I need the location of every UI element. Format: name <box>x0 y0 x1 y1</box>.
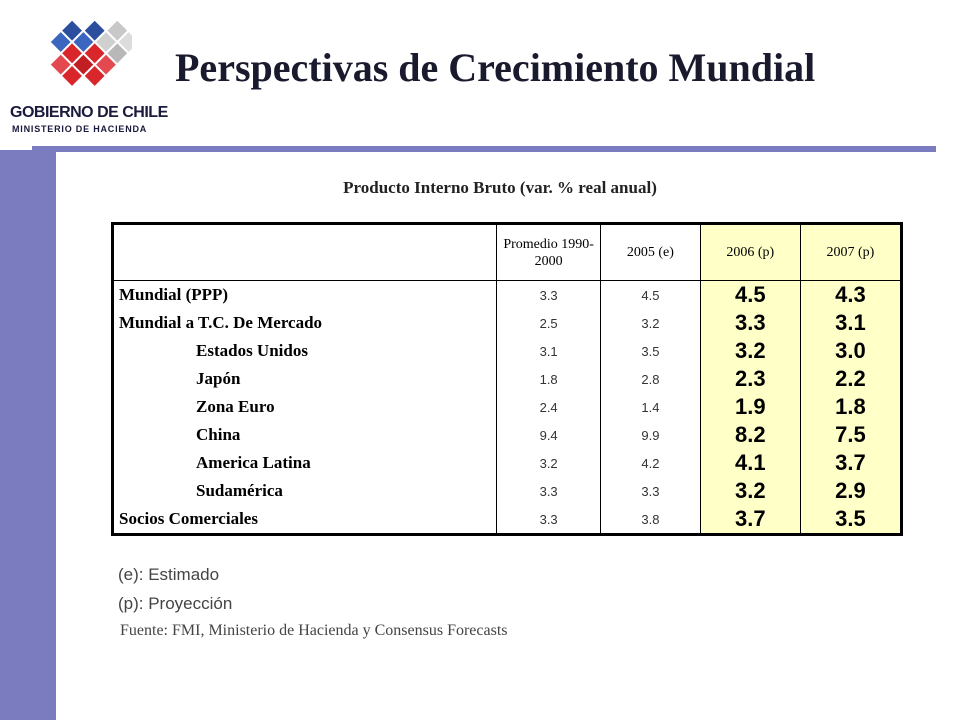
cell-avg: 1.8 <box>497 365 601 393</box>
row-label: Mundial a T.C. De Mercado <box>113 309 497 337</box>
cell-avg: 3.3 <box>497 281 601 310</box>
cell-2007: 4.3 <box>800 281 901 310</box>
gobierno-chile-logo-icon <box>22 6 132 102</box>
cell-2006: 4.1 <box>700 449 800 477</box>
row-label: Japón <box>113 365 497 393</box>
cell-2005: 4.2 <box>601 449 701 477</box>
header-2006: 2006 (p) <box>700 224 800 281</box>
note-estimated: (e): Estimado <box>118 565 220 584</box>
table-subtitle: Producto Interno Bruto (var. % real anual) <box>343 178 657 197</box>
logo-name: GOBIERNO DE CHILE <box>10 104 168 121</box>
source-note: Fuente: FMI, Ministerio de Hacienda y Consensus Forecasts <box>120 622 508 639</box>
cell-2005: 9.9 <box>601 421 701 449</box>
cell-avg: 3.3 <box>497 505 601 535</box>
row-label: Sudamérica <box>113 477 497 505</box>
cell-avg: 9.4 <box>497 421 601 449</box>
cell-2006: 3.3 <box>700 309 800 337</box>
cell-avg: 2.4 <box>497 393 601 421</box>
row-label: Estados Unidos <box>113 337 497 365</box>
header-2005: 2005 (e) <box>601 224 701 281</box>
cell-2006: 3.7 <box>700 505 800 535</box>
table-row <box>113 365 902 393</box>
logo <box>0 0 175 150</box>
cell-2006: 3.2 <box>700 337 800 365</box>
notes <box>118 560 232 618</box>
cell-2006: 1.9 <box>700 393 800 421</box>
cell-2007: 3.7 <box>800 449 901 477</box>
cell-2007: 1.8 <box>800 393 901 421</box>
cell-2007: 7.5 <box>800 421 901 449</box>
cell-2005: 3.2 <box>601 309 701 337</box>
cell-avg: 3.3 <box>497 477 601 505</box>
cell-2006: 2.3 <box>700 365 800 393</box>
table-row <box>113 449 902 477</box>
table-row <box>113 281 902 310</box>
cell-2005: 4.5 <box>601 281 701 310</box>
cell-2006: 8.2 <box>700 421 800 449</box>
cell-avg: 3.2 <box>497 449 601 477</box>
table-row <box>113 477 902 505</box>
table-row <box>113 309 902 337</box>
page-title: Perspectivas de Crecimiento Mundial <box>175 45 816 90</box>
cell-2007: 3.5 <box>800 505 901 535</box>
cell-2007: 2.2 <box>800 365 901 393</box>
cell-avg: 3.1 <box>497 337 601 365</box>
cell-2006: 3.2 <box>700 477 800 505</box>
row-label: Mundial (PPP) <box>113 281 497 310</box>
table-row <box>113 393 902 421</box>
cell-2005: 2.8 <box>601 365 701 393</box>
cell-2007: 3.1 <box>800 309 901 337</box>
header-2007: 2007 (p) <box>800 224 901 281</box>
table-row <box>113 505 902 535</box>
cell-2005: 3.8 <box>601 505 701 535</box>
row-label: America Latina <box>113 449 497 477</box>
logo-ministry: MINISTERIO DE HACIENDA <box>12 124 148 134</box>
table-row <box>113 337 902 365</box>
table-header-row <box>113 224 902 281</box>
cell-avg: 2.5 <box>497 309 601 337</box>
row-label: Socios Comerciales <box>113 505 497 535</box>
cell-2006: 4.5 <box>700 281 800 310</box>
header-avg: Promedio 1990-2000 <box>497 224 601 281</box>
row-label: China <box>113 421 497 449</box>
title-divider <box>32 146 936 152</box>
cell-2005: 3.3 <box>601 477 701 505</box>
cell-2005: 3.5 <box>601 337 701 365</box>
gdp-table <box>111 222 903 536</box>
note-projection: (p): Proyección <box>118 594 233 613</box>
cell-2005: 1.4 <box>601 393 701 421</box>
row-label: Zona Euro <box>113 393 497 421</box>
cell-2007: 3.0 <box>800 337 901 365</box>
header-blank <box>113 224 497 281</box>
cell-2007: 2.9 <box>800 477 901 505</box>
table-row <box>113 421 902 449</box>
